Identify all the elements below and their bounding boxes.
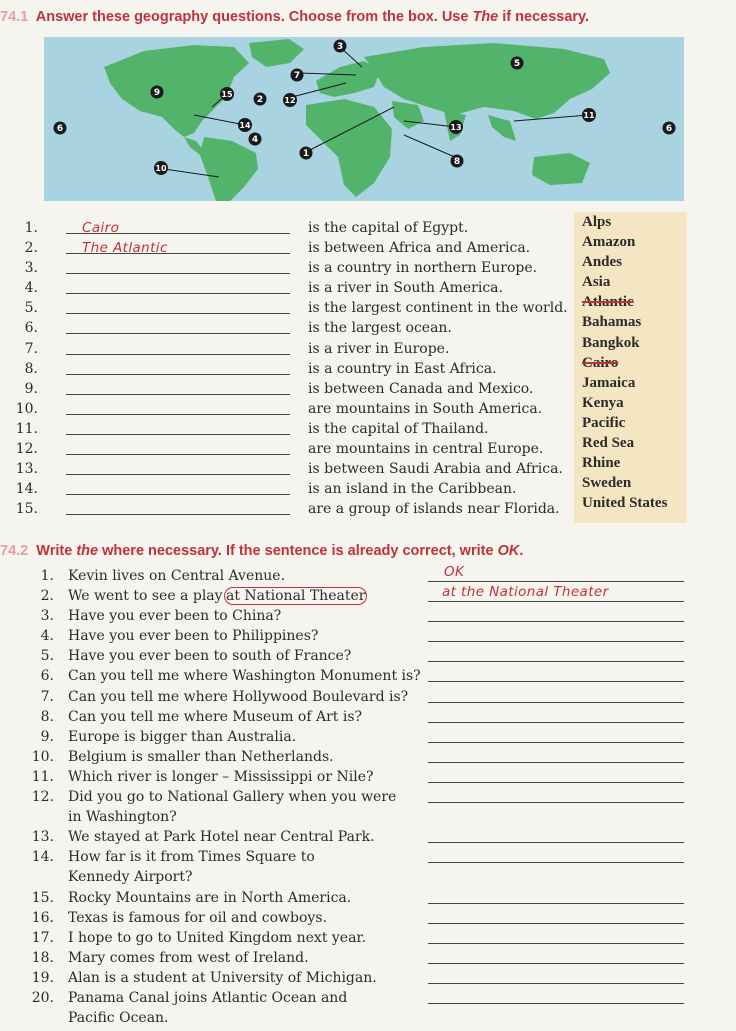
list-item (14, 339, 574, 359)
map-marker-12 (283, 93, 297, 107)
answer-blank[interactable] (66, 258, 290, 274)
sentence-row (14, 727, 704, 747)
exercise-2-number: 74.2 (0, 543, 29, 559)
item-number: 3. (40, 608, 54, 625)
box-word: Sweden (582, 475, 632, 492)
item-number: 6. (24, 320, 38, 337)
sentence-row (14, 847, 704, 867)
sentence-row (14, 888, 704, 908)
item-text: is a river in South America. (308, 280, 503, 297)
sentence-text (68, 908, 327, 928)
sentence-text (68, 767, 374, 787)
sentence-words: We went to see a play (68, 588, 227, 605)
handwritten-answer: Cairo (82, 220, 120, 236)
answer-blank[interactable] (66, 439, 290, 455)
sentence-text (68, 727, 296, 747)
map-marker-6-east (663, 122, 676, 135)
item-number: 11. (15, 420, 38, 437)
exercise-1-number: 74.1 (0, 9, 29, 25)
exercise-1-heading (0, 9, 589, 25)
answer-blank[interactable] (66, 318, 290, 334)
item-number: 18. (31, 949, 54, 966)
box-word: Bangkok (582, 334, 640, 351)
sentence-row (14, 687, 704, 707)
sentence-words: Have you ever been to Philippines? (68, 628, 319, 645)
box-word: Alps (582, 214, 612, 230)
svg-text:7: 7 (293, 71, 301, 81)
map-marker-8 (451, 155, 464, 168)
exercise-2-instruction-mid: where necessary. If the sentence is already correct, write (98, 543, 498, 559)
item-number: 14. (31, 849, 54, 866)
exercise-2-keyword-ok: OK (497, 543, 520, 559)
sentence-row (14, 767, 704, 787)
item-number: 7. (40, 688, 54, 705)
box-word: United States (582, 495, 668, 512)
item-text: is the capital of Thailand. (308, 420, 489, 437)
answer-blank[interactable] (428, 747, 684, 763)
sentence-words: How far is it from Times Square to (68, 849, 315, 866)
sentence-words: Europe is bigger than Australia. (68, 728, 297, 745)
item-number: 14. (15, 481, 38, 498)
list-item (14, 439, 574, 459)
box-word: Kenya (582, 394, 624, 411)
item-text: are a group of islands near Florida. (308, 501, 560, 518)
exercise-1-keyword: The (472, 9, 499, 25)
sentence-text (68, 687, 408, 707)
sentence-row (14, 626, 704, 646)
exercise-2-heading (0, 543, 523, 559)
answer-blank[interactable] (66, 298, 290, 314)
sentence-text (68, 948, 309, 968)
answer-blank[interactable] (428, 566, 684, 582)
map-marker-6-west (54, 122, 67, 135)
item-number: 1. (40, 568, 54, 584)
sentence-text (68, 847, 315, 867)
svg-text:4: 4 (251, 135, 259, 145)
item-number: 5. (24, 300, 38, 317)
item-number: 7. (24, 340, 38, 357)
list-item (14, 298, 574, 318)
answer-blank[interactable] (428, 908, 684, 924)
answer-blank[interactable] (66, 399, 290, 415)
answer-blank[interactable] (428, 827, 684, 843)
item-number: 15. (15, 501, 38, 518)
sentence-words: Have you ever been to south of France? (68, 648, 352, 665)
list-item (14, 359, 574, 379)
item-number: 17. (31, 929, 54, 946)
sentence-words: Pacific Ocean. (68, 1010, 169, 1027)
handwritten-answer: OK (444, 564, 465, 580)
exercise-2-keyword-the: the (76, 543, 99, 559)
answer-blank[interactable] (66, 379, 290, 395)
answer-blank[interactable] (428, 606, 684, 622)
sentence-text (68, 586, 367, 606)
sentence-words: I hope to go to United Kingdom next year. (68, 929, 367, 946)
map-marker-14 (238, 118, 252, 132)
item-number: 11. (31, 768, 54, 785)
box-word: Pacific (582, 414, 626, 431)
list-item (14, 258, 574, 278)
list-item (14, 318, 574, 338)
sentence-row (14, 666, 704, 686)
answer-blank[interactable] (428, 687, 684, 703)
list-item (14, 419, 574, 439)
item-number: 16. (31, 909, 54, 926)
sentence-words: Mary comes from west of Ireland. (68, 949, 309, 966)
svg-text:3: 3 (336, 42, 344, 52)
box-word: Andes (582, 254, 623, 271)
svg-text:6: 6 (665, 124, 673, 134)
sentence-words: Did you go to National Gallery when you were (68, 789, 397, 806)
item-number: 3. (24, 260, 38, 277)
item-text: is the capital of Egypt. (308, 220, 469, 236)
box-word: Jamaica (582, 374, 636, 391)
map-marker-13 (449, 120, 463, 134)
svg-text:2: 2 (256, 95, 264, 105)
sentence-words: Can you tell me where Hollywood Boulevard is? (68, 688, 409, 705)
sentence-words: Can you tell me where Washington Monument is? (68, 668, 421, 685)
item-number: 8. (40, 708, 54, 725)
item-text: is between Canada and Mexico. (308, 380, 534, 397)
item-number: 12. (15, 441, 38, 458)
map-marker-3 (334, 40, 347, 53)
box-word: Red Sea (582, 435, 635, 452)
item-number: 20. (31, 989, 54, 1006)
word-box (574, 212, 687, 523)
item-number: 12. (31, 789, 54, 806)
box-word: Rhine (582, 455, 621, 472)
sentence-text (68, 666, 421, 686)
answer-blank[interactable] (66, 499, 290, 515)
sentence-continuation (14, 807, 704, 827)
answer-blank[interactable] (428, 767, 684, 783)
sentence-text (68, 646, 351, 666)
answer-blank[interactable] (66, 479, 290, 495)
answer-blank[interactable] (428, 727, 684, 743)
sentence-text (68, 747, 334, 767)
sentence-words: Texas is famous for oil and cowboys. (68, 909, 327, 926)
svg-text:13: 13 (450, 123, 462, 132)
sentence-text (68, 968, 377, 988)
sentence-text (68, 867, 193, 887)
answer-blank[interactable] (66, 459, 290, 475)
item-text: is the largest continent in the world. (308, 300, 568, 317)
item-text: is an island in the Caribbean. (308, 481, 517, 498)
item-number: 2. (40, 588, 54, 605)
list-item (14, 479, 574, 499)
sentence-words: Kennedy Airport? (68, 869, 193, 886)
list-item (14, 499, 574, 519)
item-number: 10. (15, 400, 38, 417)
circled-error: at National Theater (226, 588, 366, 605)
svg-text:15: 15 (221, 90, 233, 99)
item-number: 19. (31, 969, 54, 986)
sentence-row (14, 707, 704, 727)
sentence-row (14, 968, 704, 988)
sentence-words: in Washington? (68, 809, 177, 826)
exercise-1-instruction: Answer these geography questions. Choose from the box. Use (35, 9, 473, 25)
map-marker-15 (220, 87, 234, 101)
list-item (14, 399, 574, 419)
sentence-words: Belgium is smaller than Netherlands. (68, 748, 334, 765)
item-number: 6. (40, 668, 54, 685)
map-marker-2 (254, 93, 267, 106)
sentence-text (68, 988, 347, 1008)
list-item (14, 218, 574, 238)
sentence-text (68, 888, 351, 908)
item-number: 4. (40, 628, 54, 645)
svg-text:6: 6 (56, 124, 64, 134)
item-number: 1. (24, 220, 38, 236)
item-text: is the largest ocean. (308, 320, 452, 337)
svg-text:9: 9 (153, 88, 161, 98)
svg-text:12: 12 (284, 96, 296, 105)
answer-blank[interactable] (428, 666, 684, 682)
handwritten-answer: The Atlantic (82, 240, 168, 257)
answer-blank[interactable] (66, 339, 290, 355)
item-text: is between Africa and America. (308, 240, 531, 257)
sentence-words: Alan is a student at University of Michigan. (68, 969, 377, 986)
exercise-1-instruction-end: if necessary. (498, 9, 590, 25)
item-number: 8. (24, 360, 38, 377)
map-marker-10 (154, 161, 168, 175)
sentence-row (14, 606, 704, 626)
box-word: Amazon (582, 234, 636, 251)
item-number: 13. (15, 461, 38, 478)
exercise-1-list (14, 218, 574, 519)
world-map (44, 37, 684, 201)
exercise-2-list (14, 566, 704, 1028)
sentence-words: Kevin lives on Central Avenue. (68, 568, 286, 584)
sentence-text (68, 606, 281, 626)
box-word: Cairo (582, 354, 619, 371)
item-number: 9. (24, 380, 38, 397)
item-text: are mountains in South America. (308, 400, 543, 417)
answer-blank[interactable] (66, 359, 290, 375)
map-marker-5 (511, 57, 524, 70)
list-item (14, 459, 574, 479)
answer-blank[interactable] (428, 847, 684, 863)
exercise-2-instruction-end: . (519, 543, 524, 559)
map-marker-4 (249, 133, 262, 146)
sentence-text (68, 928, 366, 948)
answer-blank[interactable] (428, 968, 684, 984)
item-number: 10. (31, 748, 54, 765)
item-text: is between Saudi Arabia and Africa. (308, 461, 563, 478)
answer-blank[interactable] (428, 988, 684, 1004)
sentence-text (68, 827, 375, 847)
sentence-text (68, 626, 318, 646)
map-marker-9 (151, 86, 164, 99)
answer-blank[interactable] (428, 928, 684, 944)
item-text: is a country in East Africa. (308, 360, 497, 377)
map-marker-11 (582, 108, 596, 122)
map-marker-7 (291, 69, 304, 82)
svg-text:11: 11 (583, 111, 595, 120)
sentence-row (14, 586, 704, 606)
svg-text:10: 10 (155, 164, 167, 173)
sentence-continuation (14, 867, 704, 887)
item-text: are mountains in central Europe. (308, 441, 544, 458)
answer-blank[interactable] (428, 626, 684, 642)
box-word: Atlantic (582, 294, 634, 311)
item-number: 15. (31, 889, 54, 906)
box-word: Bahamas (582, 314, 642, 331)
sentence-text (68, 566, 285, 586)
answer-blank[interactable] (428, 787, 684, 803)
box-word: Asia (582, 274, 611, 291)
item-number: 2. (24, 240, 38, 257)
sentence-text (68, 707, 362, 727)
sentence-words: Which river is longer – Mississippi or Nile? (68, 768, 374, 785)
sentence-row (14, 948, 704, 968)
answer-blank[interactable] (428, 888, 684, 904)
list-item (14, 379, 574, 399)
item-text: is a river in Europe. (308, 340, 450, 357)
exercise-2-instruction: Write (36, 543, 77, 559)
sentence-row (14, 646, 704, 666)
item-number: 4. (24, 280, 38, 297)
item-text: is a country in northern Europe. (308, 260, 538, 277)
answer-blank[interactable] (428, 646, 684, 662)
item-number: 13. (31, 829, 54, 846)
sentence-row (14, 747, 704, 767)
sentence-row (14, 787, 704, 807)
svg-text:1: 1 (302, 149, 310, 159)
handwritten-answer: at the National Theater (442, 584, 609, 601)
sentence-words: We stayed at Park Hotel near Central Park. (68, 829, 375, 846)
map-marker-1 (300, 147, 313, 160)
sentence-row (14, 908, 704, 928)
answer-blank[interactable] (66, 278, 290, 294)
item-number: 5. (40, 648, 54, 665)
answer-blank[interactable] (428, 707, 684, 723)
svg-text:14: 14 (239, 121, 251, 130)
sentence-words: Panama Canal joins Atlantic Ocean and (68, 989, 348, 1006)
sentence-row (14, 827, 704, 847)
svg-text:8: 8 (453, 157, 461, 167)
answer-blank[interactable] (428, 948, 684, 964)
sentence-text (68, 807, 177, 827)
answer-blank[interactable] (66, 419, 290, 435)
list-item (14, 278, 574, 298)
item-number: 9. (40, 728, 54, 745)
sentence-text (68, 787, 396, 807)
sentence-row (14, 928, 704, 948)
sentence-row (14, 988, 704, 1008)
sentence-words: Can you tell me where Museum of Art is? (68, 708, 363, 725)
list-item (14, 238, 574, 258)
sentence-words: Have you ever been to China? (68, 608, 282, 625)
sentence-continuation (14, 1008, 704, 1028)
svg-text:5: 5 (513, 59, 521, 69)
sentence-words: Rocky Mountains are in North America. (68, 889, 352, 906)
sentence-text (68, 1008, 169, 1028)
